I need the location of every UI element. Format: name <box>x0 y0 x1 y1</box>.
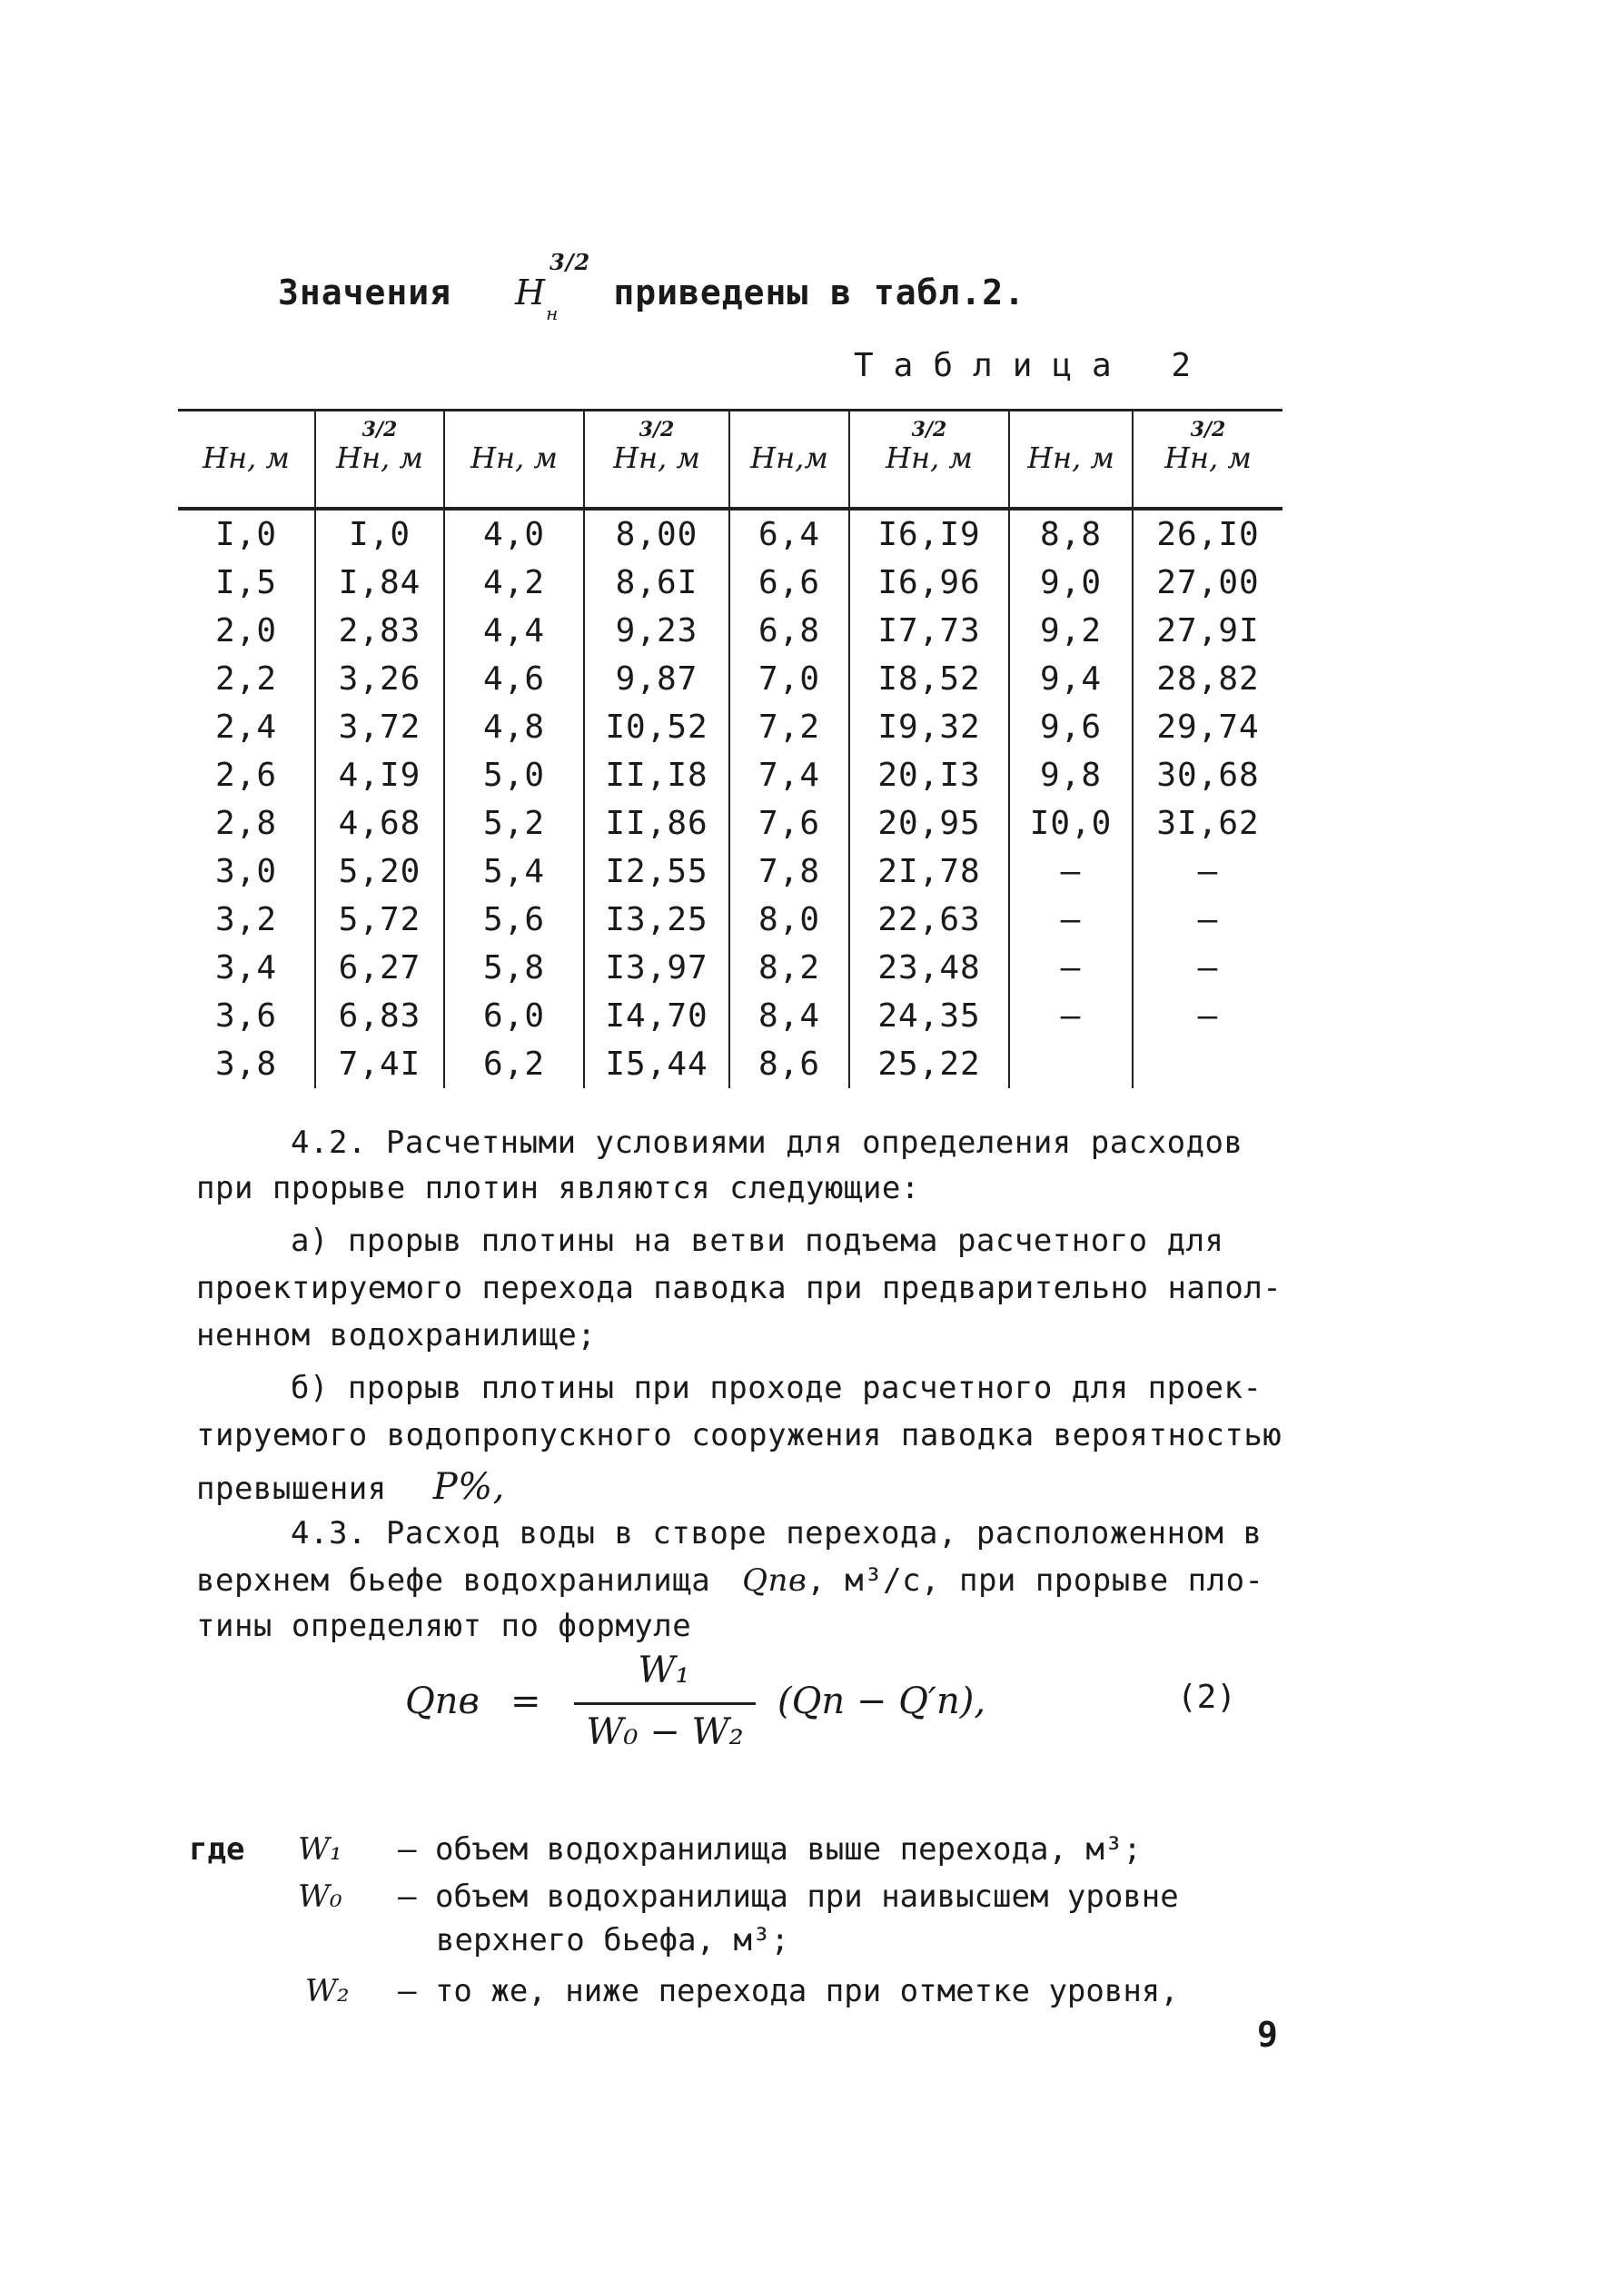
table-cell: 2,83 <box>314 607 443 655</box>
table-cell: I,0 <box>214 516 278 553</box>
table-cell: 4,2 <box>443 559 583 607</box>
table-cell: – <box>1132 992 1282 1040</box>
table-cell: 5,0 <box>443 751 583 799</box>
page-number: 9 <box>1257 2015 1278 2055</box>
table-cell: I7,73 <box>848 607 1008 655</box>
legend-line: где W₁ – объем водохранилища выше перехода, м³; <box>189 1831 1142 1868</box>
table-cell: 23,48 <box>848 944 1008 992</box>
table-cell: I6,I9 <box>848 511 1008 559</box>
table-row <box>178 655 1282 703</box>
table-cell: 3,72 <box>314 703 443 751</box>
table-cell: I6,96 <box>848 559 1008 607</box>
intro-line <box>278 249 1026 324</box>
table-cell: I,5 <box>214 564 278 601</box>
table-cell: 2,8 <box>214 805 278 842</box>
table-cell: 6,8 <box>728 607 848 655</box>
table-cell: 20,95 <box>848 799 1008 848</box>
table-cell: 3,8 <box>214 1046 278 1083</box>
table-cell: 5,2 <box>443 799 583 848</box>
table-cell: 3,4 <box>214 949 278 986</box>
paragraph-line: верхнем бьефе водохранилища Qпв, м³/с, при прорыве пло- <box>196 1562 1264 1599</box>
table-cell: I3,25 <box>583 896 728 944</box>
table-row <box>178 559 1282 607</box>
table-cell: I,84 <box>314 559 443 607</box>
table-cell: 25,22 <box>848 1040 1008 1088</box>
table-cell: 7,4I <box>314 1040 443 1088</box>
table-cell: 2,4 <box>214 709 278 746</box>
table-cell: 6,27 <box>314 944 443 992</box>
table-cell: 4,0 <box>443 511 583 559</box>
table-cell: 4,68 <box>314 799 443 848</box>
table-cell: 9,0 <box>1008 559 1132 607</box>
table-cell: 4,6 <box>443 655 583 703</box>
table-cell: 9,87 <box>583 655 728 703</box>
formula-denominator: W₀ − W₂ <box>586 1711 744 1753</box>
table-cell: 22,63 <box>848 896 1008 944</box>
table-caption: Таблица 2 <box>854 347 1212 384</box>
table-cell: 5,20 <box>314 848 443 896</box>
table-cell: 5,6 <box>443 896 583 944</box>
table-cell: – <box>1008 944 1132 992</box>
legend-symbol: W₁ <box>298 1831 342 1868</box>
table-cell: 3,0 <box>214 853 278 890</box>
header-cell: Hн, м <box>203 441 290 475</box>
table-cell: 2I,78 <box>848 848 1008 896</box>
formula-lhs: Qпв <box>405 1680 480 1722</box>
table-cell: 30,68 <box>1132 751 1282 799</box>
paragraph-line: тируемого водопропускного сооружения паводка вероятностью <box>196 1417 1282 1453</box>
table-cell: 4,8 <box>443 703 583 751</box>
table-cell: 8,6I <box>583 559 728 607</box>
table-cell: 7,4 <box>728 751 848 799</box>
table-row <box>178 799 1282 848</box>
table-row <box>178 751 1282 799</box>
paragraph-line: при прорыве плотин являются следующие: <box>196 1170 920 1206</box>
table-cell: 27,00 <box>1132 559 1282 607</box>
table-cell: 8,2 <box>728 944 848 992</box>
table-cell: 5,72 <box>314 896 443 944</box>
table-cell: 2,0 <box>214 612 278 649</box>
table-cell: 2,2 <box>214 660 278 698</box>
table-cell: 27,9I <box>1132 607 1282 655</box>
fraction-bar <box>574 1702 756 1705</box>
header-cell: 3/2 Hн, м <box>583 409 728 507</box>
table-cell: 6,83 <box>314 992 443 1040</box>
paragraph-line: тины определяют по формуле <box>196 1608 692 1644</box>
table-cell: 9,6 <box>1008 703 1132 751</box>
table-row <box>178 703 1282 751</box>
formula-rhs: (Qп − Q′п), <box>777 1680 986 1722</box>
legend-line: W₀ – объем водохранилища при наивысшем уровне <box>298 1879 1179 1915</box>
legend-line: W₂ – то же, ниже перехода при отметке уровня, <box>305 1973 1179 2009</box>
legend-symbol: W₂ <box>305 1973 350 2009</box>
table-cell: 20,I3 <box>848 751 1008 799</box>
table-body <box>178 511 1282 1088</box>
paragraph-line: ненном водохранилище; <box>196 1317 597 1353</box>
table-cell: 3,26 <box>314 655 443 703</box>
intro-symbol: $H_н$ 3/2 <box>515 249 591 324</box>
table-cell: I8,52 <box>848 655 1008 703</box>
probability-symbol: Р%, <box>432 1466 505 1508</box>
table-cell: 9,23 <box>583 607 728 655</box>
header-cell: Hн, м <box>1008 409 1132 507</box>
table-cell: 29,74 <box>1132 703 1282 751</box>
legend-symbol: W₀ <box>298 1879 342 1915</box>
table-row <box>178 992 1282 1040</box>
table-cell: 4,4 <box>443 607 583 655</box>
table-cell: – <box>1132 848 1282 896</box>
table-row <box>178 896 1282 944</box>
table-cell: II,86 <box>583 799 728 848</box>
table-cell: 9,2 <box>1008 607 1132 655</box>
header-cell: Hн, м <box>443 409 583 507</box>
table-cell: I0,52 <box>583 703 728 751</box>
table-cell: 3,6 <box>214 997 278 1035</box>
table-cell <box>1132 1040 1282 1088</box>
table-row <box>178 944 1282 992</box>
table-cell: 3,2 <box>214 901 278 938</box>
table-cell: 8,8 <box>1008 511 1132 559</box>
table-cell: 8,00 <box>583 511 728 559</box>
paragraph-line: превышения Р%, <box>196 1466 505 1508</box>
table-cell: I2,55 <box>583 848 728 896</box>
header-cell: Hн,м <box>728 409 848 507</box>
table-cell: 5,8 <box>443 944 583 992</box>
table-cell: 6,4 <box>728 511 848 559</box>
table-cell: I4,70 <box>583 992 728 1040</box>
table-cell: – <box>1132 896 1282 944</box>
paragraph-line: а) прорыв плотины на ветви подъема расчетного для <box>291 1223 1224 1259</box>
table-cell: 8,6 <box>728 1040 848 1088</box>
table-cell: – <box>1132 944 1282 992</box>
table-header-row <box>178 409 1282 507</box>
q-symbol: Qпв <box>742 1562 807 1599</box>
intro-before: Значения <box>278 273 452 312</box>
table-cell: 7,8 <box>728 848 848 896</box>
table-cell: 28,82 <box>1132 655 1282 703</box>
table-row <box>178 511 1282 559</box>
table-cell: 6,2 <box>443 1040 583 1088</box>
table-row <box>178 848 1282 896</box>
header-cell: 3/2 Hн, м <box>1132 409 1282 507</box>
table-cell: 7,2 <box>728 703 848 751</box>
header-cell: 3/2 Hн, м <box>314 409 443 507</box>
paragraph-line: проектируемого перехода паводка при предварительно напол- <box>196 1270 1282 1306</box>
table-cell: 4,I9 <box>314 751 443 799</box>
table-cell: 7,0 <box>728 655 848 703</box>
table-cell: I0,0 <box>1008 799 1132 848</box>
intro-after: приведены в табл.2. <box>613 273 1026 312</box>
table-cell: – <box>1008 992 1132 1040</box>
table-cell: 24,35 <box>848 992 1008 1040</box>
table-cell: I9,32 <box>848 703 1008 751</box>
table-cell: 9,8 <box>1008 751 1132 799</box>
table-cell: 3I,62 <box>1132 799 1282 848</box>
table-cell: – <box>1008 896 1132 944</box>
table-cell: 2,6 <box>214 757 278 794</box>
table-cell: – <box>1008 848 1132 896</box>
table-cell: I,0 <box>314 511 443 559</box>
table-cell: 9,4 <box>1008 655 1132 703</box>
table-cell: I3,97 <box>583 944 728 992</box>
table-cell: 8,4 <box>728 992 848 1040</box>
table-cell: 5,4 <box>443 848 583 896</box>
table-cell: II,I8 <box>583 751 728 799</box>
formula-numerator: W₁ <box>638 1650 690 1691</box>
table-row <box>178 607 1282 655</box>
table-cell <box>1008 1040 1132 1088</box>
formula-eq: = <box>510 1680 541 1722</box>
paragraph-line: б) прорыв плотины при проходе расчетного для проек- <box>291 1370 1263 1406</box>
table-cell: 6,0 <box>443 992 583 1040</box>
header-cell: 3/2 Hн, м <box>848 409 1008 507</box>
table-cell: I5,44 <box>583 1040 728 1088</box>
table-cell: 8,0 <box>728 896 848 944</box>
table-cell: 26,I0 <box>1132 511 1282 559</box>
paragraph-line: 4.2. Расчетными условиями для определения расходов <box>291 1125 1243 1161</box>
equation-number: (2) <box>1177 1679 1237 1716</box>
table-cell: 6,6 <box>728 559 848 607</box>
table-cell: 7,6 <box>728 799 848 848</box>
paragraph-line: 4.3. Расход воды в створе перехода, расположенном в <box>291 1515 1263 1551</box>
legend-line: верхнего бьефа, м³; <box>436 1922 789 1958</box>
table-row <box>178 1040 1282 1088</box>
